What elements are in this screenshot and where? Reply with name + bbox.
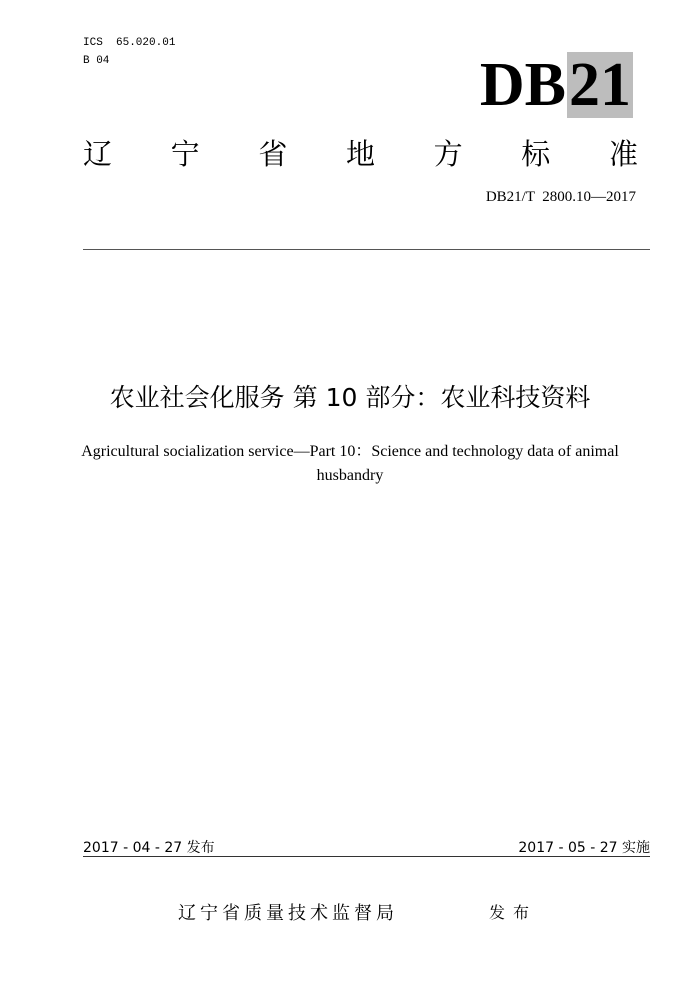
logo-number: 21 [569, 51, 631, 119]
implementation-date: 2017 - 05 - 27 实施 [518, 840, 650, 856]
standard-type-char: 省 [258, 137, 288, 171]
standard-type-char: 准 [608, 137, 638, 171]
standard-number: DB21/T 2800.10—2017 [485, 189, 636, 205]
footer-divider [83, 856, 650, 857]
title-chinese: 农业社会化服务 第 10 部分：农业科技资料 [109, 383, 591, 412]
issue-label: 发布 [489, 903, 538, 922]
standard-type-char: 标 [521, 137, 551, 171]
logo-prefix: DB [479, 51, 566, 119]
standard-type-heading [83, 134, 638, 174]
standard-type-char: 辽 [83, 137, 113, 171]
classification-code: B 04 [83, 55, 110, 67]
db21-logo [480, 52, 633, 118]
issuing-authority: 辽宁省质量技术监督局 [178, 903, 398, 924]
standard-type-char: 方 [433, 137, 463, 171]
standard-type-char: 地 [345, 137, 375, 171]
ics-code: ICS 65.020.01 [83, 37, 176, 49]
issue-date: 2017 - 04 - 27 发布 [83, 840, 215, 856]
standard-type-char: 宁 [170, 137, 200, 171]
header-divider [83, 249, 650, 250]
title-english: Agricultural socialization service—Part 10：Science and technology data of animal husbandry [81, 443, 619, 484]
